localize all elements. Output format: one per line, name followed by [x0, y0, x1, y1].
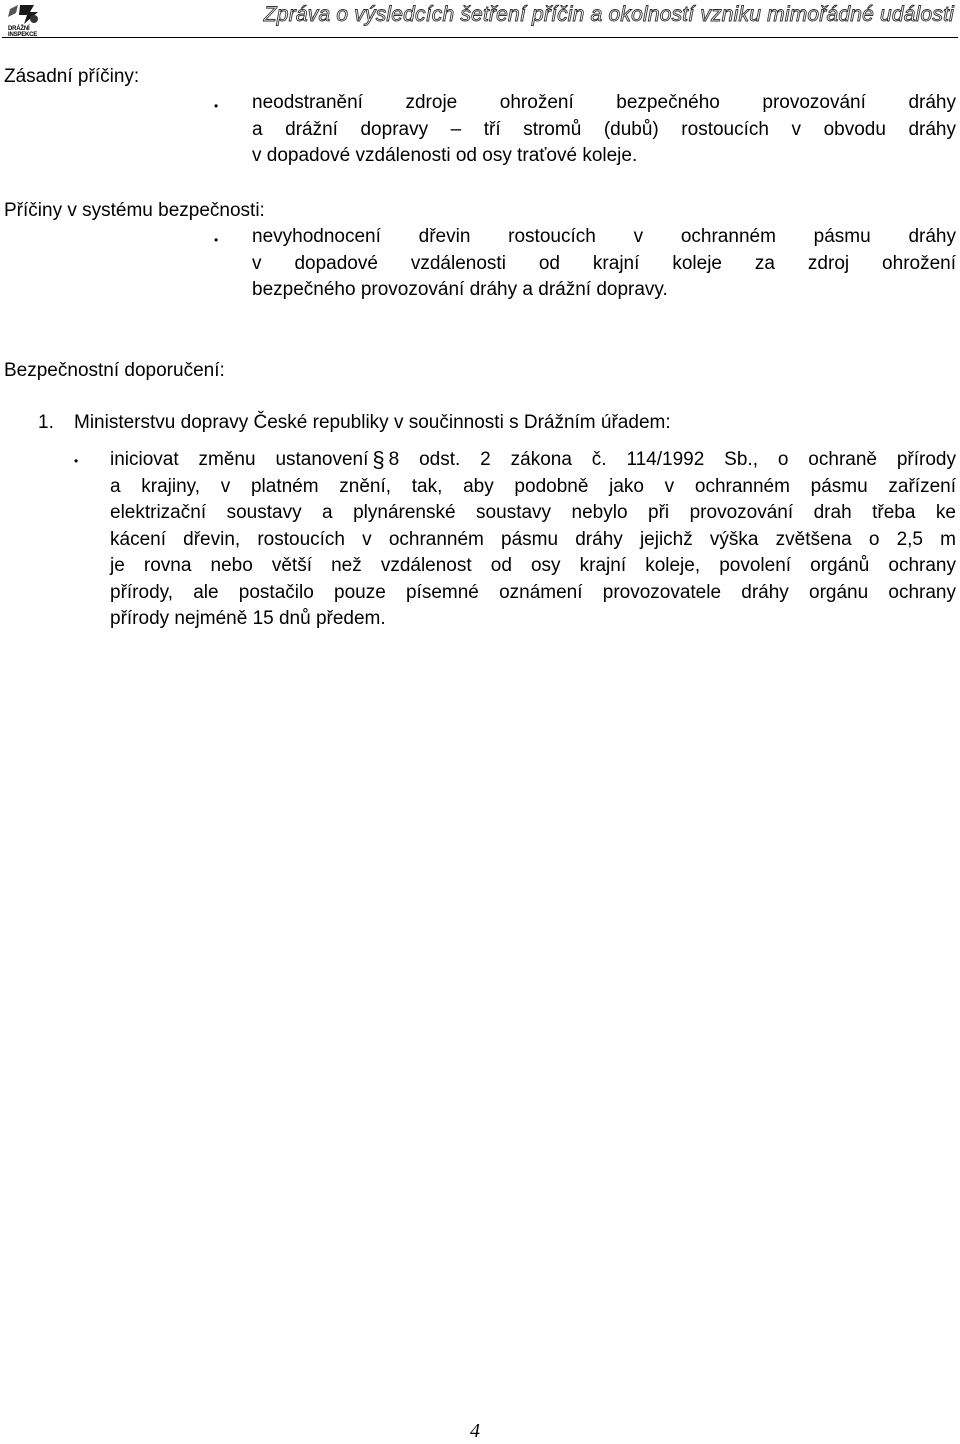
- system-causes-line: v dopadové vzdálenosti od krajní koleje za zdroj ohrožení: [252, 252, 956, 274]
- recommendation-text: 8 odst. 2 zákona č. 114/1992 Sb., o ochraně přírody: [388, 449, 956, 470]
- system-causes-line: bezpečného provozování dráhy a drážní dopravy.: [252, 279, 668, 300]
- recommendations-heading: Bezpečnostní doporučení:: [4, 360, 225, 381]
- recommendation-text: iniciovat změnu ustanovení: [110, 449, 369, 470]
- bullet-icon: •: [214, 233, 219, 247]
- page-number: 4: [470, 1420, 480, 1442]
- logo-emblem-icon: [4, 3, 46, 25]
- recommendation-line: přírody nejméně 15 dnů předem.: [110, 608, 386, 629]
- recommendation-addressee: Ministerstvu dopravy České republiky v součinnosti s Drážním úřadem:: [74, 412, 671, 433]
- root-causes-heading: Zásadní příčiny:: [4, 66, 140, 87]
- root-causes-line: v dopadové vzdálenosti od osy traťové koleje.: [252, 145, 638, 166]
- page-header: [0, 0, 960, 38]
- system-causes-line: nevyhodnocení dřevin rostoucích v ochranném pásmu dráhy: [252, 226, 956, 247]
- recommendation-line: je rovna nebo větší než vzdálenost od osy krajní koleje, povolení orgánů ochrany: [110, 555, 956, 576]
- recommendation-line: elektrizační soustavy a plynárenské soustavy nebylo při provozování drah třeba ke: [110, 502, 956, 523]
- root-causes-line: a drážní dopravy – tří stromů (dubů) rostoucích v obvodu dráhy: [252, 118, 956, 140]
- recommendation-line: přírody, ale postačilo pouze písemné oznámení provozovatele dráhy orgánu ochrany: [110, 581, 956, 603]
- bullet-icon: •: [214, 99, 219, 113]
- recommendation-number: 1.: [38, 412, 54, 433]
- logo-text: DRÁŽNÍ INSPEKCE: [8, 26, 38, 38]
- recommendation-line: a krajiny, v platném znění, tak, aby podobně jako v ochranném pásmu zařízení: [110, 475, 956, 497]
- recommendation-line: kácení dřevin, rostoucích v ochranném pásmu dráhy jejichž výška zvětšena o 2,5 m: [110, 528, 956, 550]
- root-causes-line: neodstranění zdroje ohrožení bezpečného provozování dráhy: [252, 92, 956, 113]
- drazni-inspekce-logo: [4, 3, 46, 37]
- recommendation-paragraph: [110, 445, 956, 633]
- header-divider: [2, 37, 958, 38]
- system-causes-paragraph: [252, 224, 956, 304]
- recommendation-first-line: [110, 445, 956, 474]
- bullet-icon: •: [74, 454, 79, 468]
- report-title: Zpráva o výsledcích šetření příčin a okolností vzniku mimořádné události: [263, 3, 954, 26]
- section-sign-icon: §: [372, 447, 385, 472]
- root-causes-paragraph: [252, 90, 956, 170]
- system-causes-heading: Příčiny v systému bezpečnosti:: [4, 200, 265, 221]
